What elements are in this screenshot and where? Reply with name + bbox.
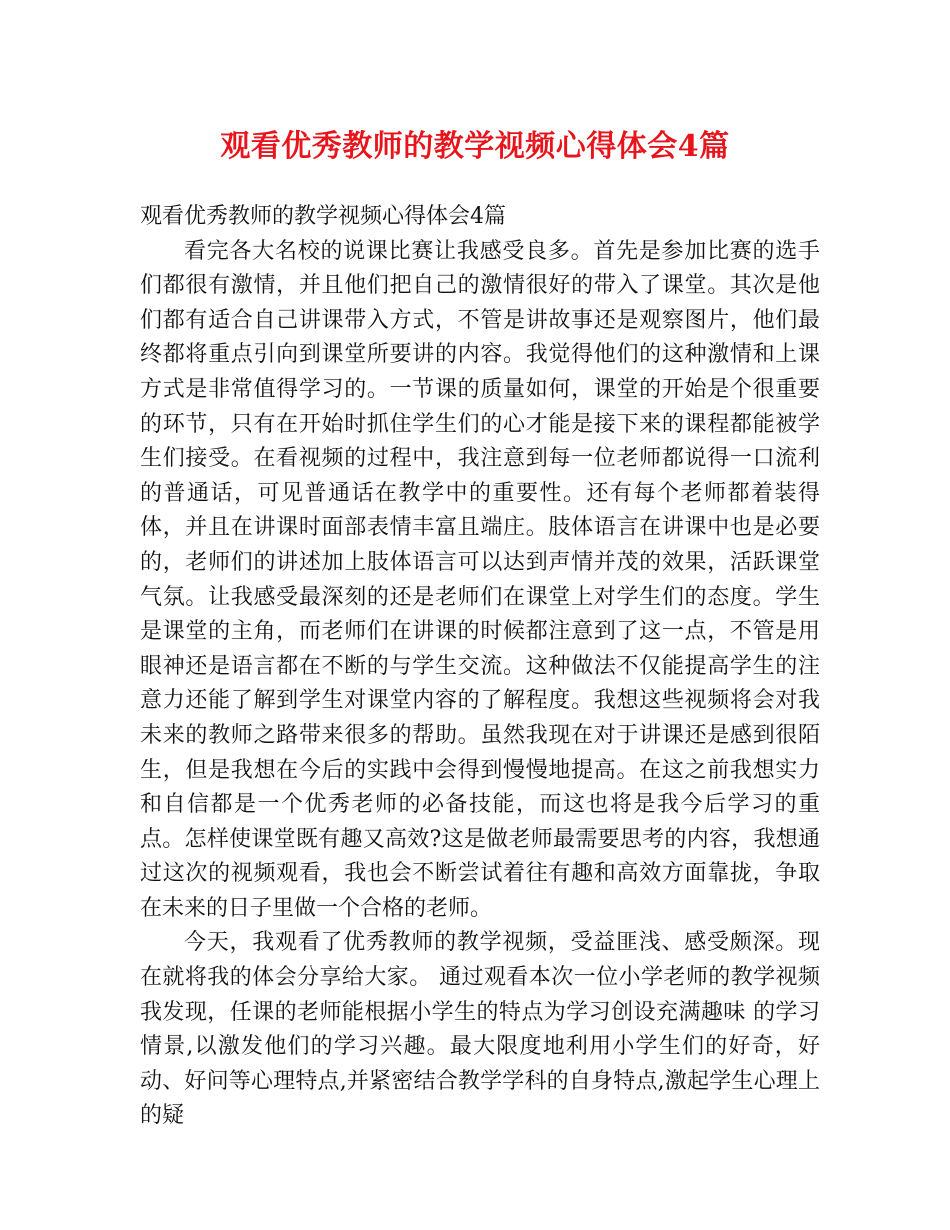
paragraph-1: 看完各大名校的说课比赛让我感受良多。首先是参加比赛的选手们都很有激情，并且他们把自己的激情很好的带入了课堂。其次是他们都有适合自己讲课带入方式，不管是讲故事还是观察图片，他们最终都将重点引向到课堂所要讲的内容。我觉得他们的这种激情和上课方式是非常值得学习的。一节课的质量如何，课堂的开始是个很重要的环节，只有在开始时抓住学生们的心才能是接下来的课程都能被学生们接受。在看视频的过程中，我注意到每一位老师都说得一口流利的普通话，可见普通话在教学中的重要性。还有每个老师都着装得体，并且在讲课时面部表情丰富且端庄。肢体语言在讲课中也是必要的，老师们的讲述加上肢体语言可以达到声情并茂的效果，活跃课堂气氛。让我感受最深刻的还是老师们在课堂上对学生们的态度。学生是课堂的主角，而老师们在讲课的时候都注意到了这一点，不管是用眼神还是语言都在不断的与学生交流。这种做法不仅能提高学生的注意力还能了解到学生对课堂内容的了解程度。我想这些视频将会对我未来的教师之路带来很多的帮助。虽然我现在对于讲课还是感到很陌生，但是我想在今后的实践中会得到慢慢地提高。在这之前我想实力和自信都是一个优秀老师的必备技能，而这也将是我今后学习的重点。怎样使课堂既有趣又高效?这是做老师最需要思考的内容，我想通过这次的视频观看，我也会不断尝试着往有趣和高效方面靠拢，争取在未来的日子里做一个合格的老师。 xyxy=(140,238,820,921)
document-subtitle: 观看优秀教师的教学视频心得体会4篇 xyxy=(140,204,506,229)
document-title: 观看优秀教师的教学视频心得体会4篇 xyxy=(220,129,730,164)
paragraph-2: 今天，我观看了优秀教师的教学视频，受益匪浅、感受颇深。现在就将我的体会分享给大家。 通过观看本次一位小学老师的教学视频我发现，任课的老师能根据小学生的特点为学习创设充满趣味 的学习情景,以激发他们的学习兴趣。最大限度地利用小学生们的好奇，好动、好问等心理特点,并紧密结合教学学科的自身特点,激起学生心理上的疑 xyxy=(140,930,820,1129)
document-body xyxy=(140,200,820,1134)
